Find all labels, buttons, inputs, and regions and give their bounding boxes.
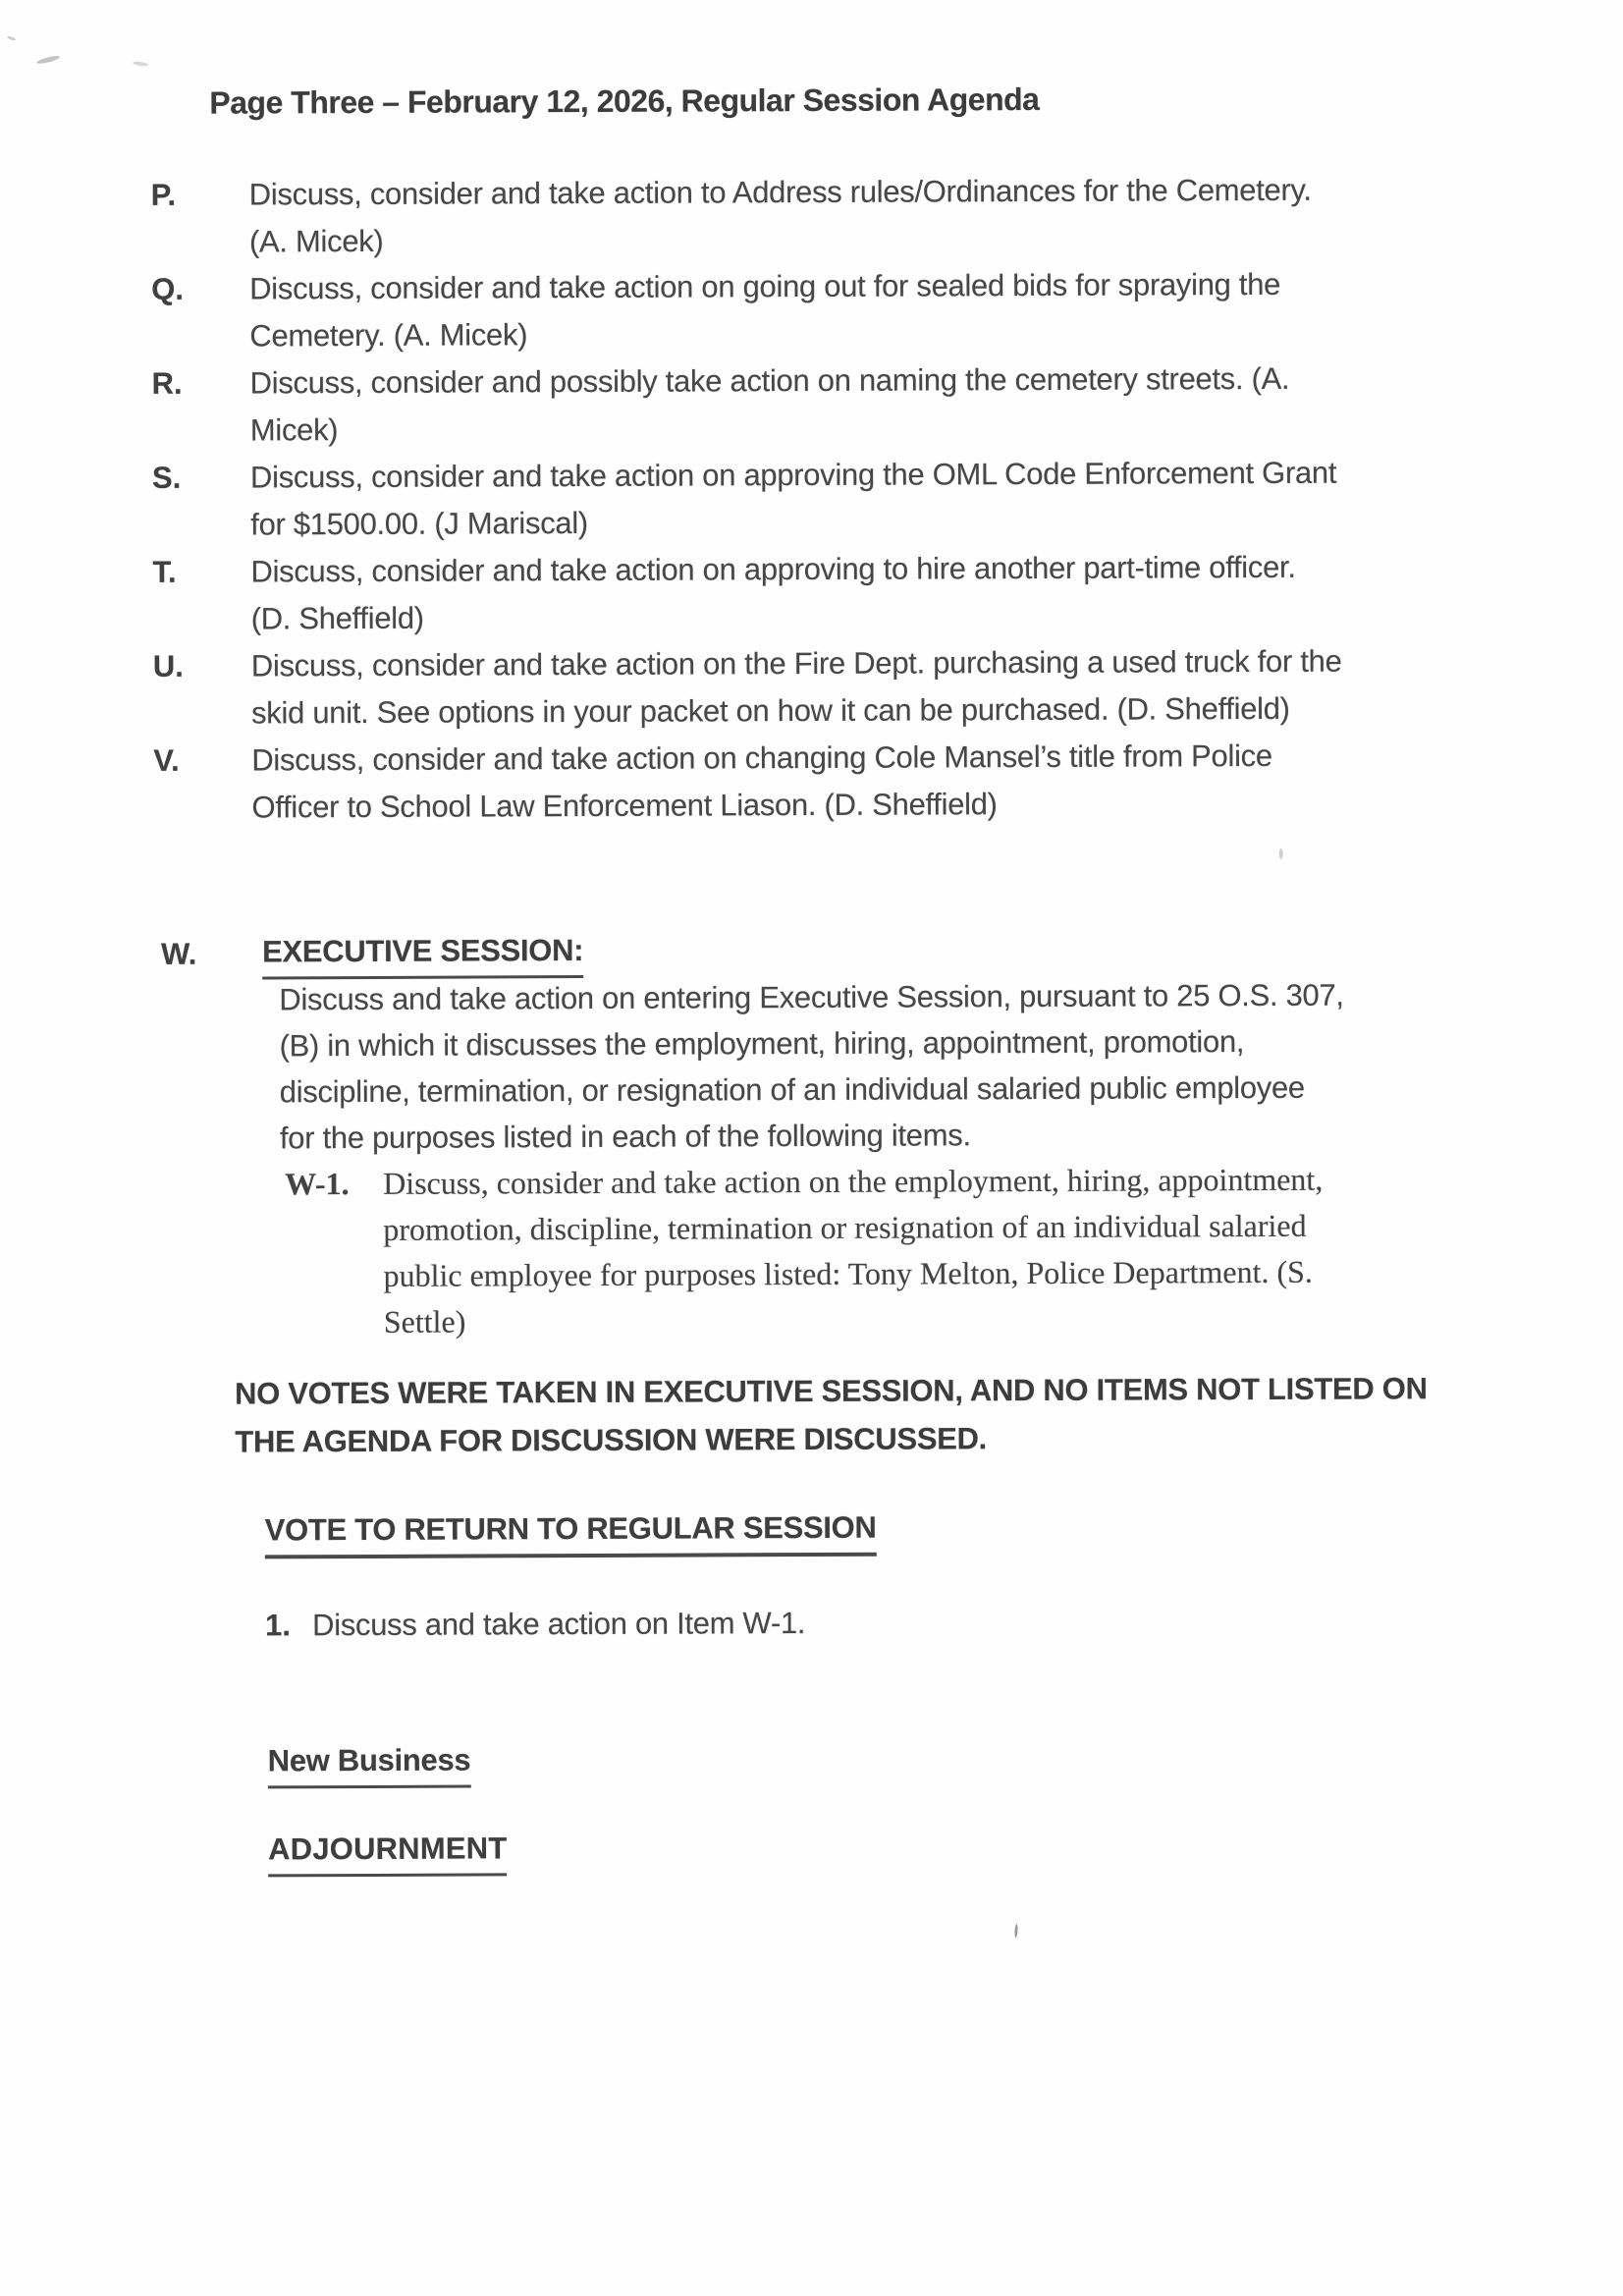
item-label: Q. bbox=[151, 271, 184, 306]
scan-smudge bbox=[7, 35, 16, 41]
executive-session-intro: Discuss and take action on entering Executive Session, pursuant to 25 O.S. 307, (B) in which it discusses the employment, hiring, appointment, promotion, discipline, termination, or resignation of an individual salaried public employee for the purposes listed in each of the following items. bbox=[279, 977, 1344, 1156]
item-label: U. bbox=[152, 648, 184, 683]
agenda-item-q bbox=[151, 260, 1545, 360]
scan-smudge bbox=[1279, 848, 1283, 859]
agenda-item-p bbox=[151, 166, 1545, 266]
item-label: V. bbox=[153, 742, 180, 778]
agenda-item-v bbox=[153, 732, 1547, 832]
no-votes-notice: NO VOTES WERE TAKEN IN EXECUTIVE SESSION, AND NO ITEMS NOT LISTED ON THE AGENDA FOR DISCUSSION WERE DISCUSSED. bbox=[235, 1371, 1428, 1459]
item-label: S. bbox=[151, 460, 182, 495]
adjournment-heading: ADJOURNMENT bbox=[268, 1827, 508, 1877]
executive-session-heading: EXECUTIVE SESSION: bbox=[262, 929, 583, 979]
item-text: Discuss, consider and take action on the Fire Dept. purchasing a used truck for the skid unit. See options in your packet on how it can be purchased. (D. Sheffield) bbox=[250, 643, 1342, 731]
scan-smudge bbox=[36, 55, 60, 66]
vote-return-heading: VOTE TO RETURN TO REGULAR SESSION bbox=[265, 1506, 877, 1559]
agenda-item-t bbox=[152, 543, 1546, 643]
page-title: Page Three – February 12, 2026, Regular Session Agenda bbox=[209, 81, 1040, 121]
item-text: Discuss, consider and possibly take action on naming the cemetery streets. (A. Micek) bbox=[249, 360, 1290, 448]
agenda-item-r bbox=[151, 355, 1545, 455]
agenda-item-s bbox=[152, 449, 1546, 549]
item-label: T. bbox=[152, 554, 177, 589]
item-label: P. bbox=[150, 177, 177, 212]
executive-session-row bbox=[161, 929, 583, 980]
item-label: 1. bbox=[265, 1608, 292, 1643]
scan-smudge bbox=[133, 61, 148, 67]
item-text: Discuss, consider and take action on approving to hire another part-time officer. (D. Sheffield) bbox=[250, 549, 1296, 636]
item-text: Discuss, consider and take action on approving the OML Code Enforcement Grant for $1500.00. (J Mariscal) bbox=[249, 455, 1337, 542]
return-item-1 bbox=[265, 1600, 805, 1649]
new-business-heading: New Business bbox=[268, 1739, 471, 1789]
agenda-item-w1 bbox=[285, 1156, 1562, 1346]
scan-smudge bbox=[1014, 1924, 1018, 1938]
item-label: W-1. bbox=[285, 1166, 350, 1202]
item-label: W. bbox=[161, 936, 197, 971]
item-text: Discuss and take action on Item W-1. bbox=[312, 1606, 806, 1643]
item-text: Discuss, consider and take action on going out for sealed bids for spraying the Cemetery. (A. Micek) bbox=[249, 266, 1281, 354]
agenda-item-list bbox=[151, 166, 1548, 832]
item-text: Discuss, consider and take action to Address rules/Ordinances for the Cemetery. (A. Micek) bbox=[248, 172, 1312, 259]
item-text: Discuss, consider and take action on changing Cole Mansel’s title from Police Officer to School Law Enforcement Liason. (D. Sheffield) bbox=[251, 738, 1272, 825]
agenda-item-u bbox=[153, 637, 1547, 738]
item-text: Discuss, consider and take action on the employment, hiring, appointment, promotion, discipline, termination or resignation of an individual salaried public employee for purposes listed: Tony Melton, Police Department. (S. Settle) bbox=[383, 1161, 1324, 1339]
item-label: R. bbox=[151, 365, 183, 401]
